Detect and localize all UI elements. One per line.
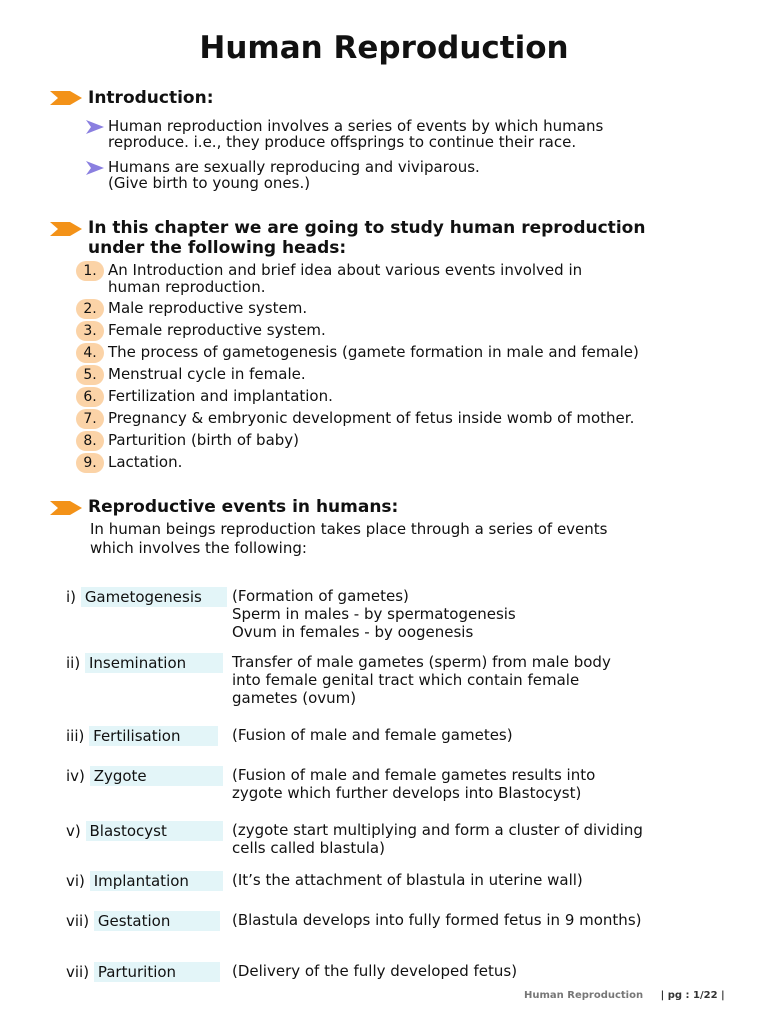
event-desc — [232, 871, 583, 889]
event-prefix: vii) — [66, 912, 90, 930]
event-label — [66, 911, 220, 931]
text-line: (Give birth to young ones.) — [108, 174, 311, 192]
events-heading: Reproductive events in humans: — [88, 497, 399, 517]
event-desc — [232, 962, 517, 980]
page-title: Human Reproduction — [199, 30, 569, 66]
event-desc — [232, 821, 643, 857]
text-line: cells called blastula) — [232, 839, 385, 857]
event-prefix: v) — [66, 822, 81, 840]
intro-heading: Introduction: — [88, 88, 214, 108]
text-line: Humans are sexually reproducing and viviparous. — [108, 158, 480, 176]
number-badge: 8. — [76, 431, 104, 451]
event-term: Zygote — [90, 766, 223, 786]
item-text: Pregnancy & embryonic development of fetus inside womb of mother. — [108, 409, 635, 427]
event-label — [66, 962, 220, 982]
event-label — [66, 653, 223, 673]
page-number: | pg : 1/22 | — [660, 990, 725, 1001]
text-line: (Formation of gametes) — [232, 587, 409, 605]
heading-line: under the following heads: — [88, 238, 347, 258]
number-badge: 1. — [76, 261, 104, 281]
text-line: Sperm in males - by spermatogenesis — [232, 605, 516, 623]
event-prefix: vi) — [66, 872, 85, 890]
text-line: Ovum in females - by oogenesis — [232, 623, 474, 641]
event-label — [66, 766, 223, 786]
orange-arrow-icon — [50, 501, 82, 515]
event-prefix: iv) — [66, 767, 85, 785]
event-desc — [232, 726, 513, 744]
text-line: Transfer of male gametes (sperm) from male body — [232, 653, 611, 671]
orange-arrow-icon — [50, 91, 82, 105]
number-badge: 2. — [76, 299, 104, 319]
event-desc — [232, 911, 641, 929]
event-label — [66, 821, 223, 841]
event-label — [66, 587, 227, 607]
chapter-heading — [88, 218, 645, 258]
text-line: (Fusion of male and female gametes) — [232, 726, 513, 744]
text-line: (Delivery of the fully developed fetus) — [232, 962, 518, 980]
event-desc — [232, 653, 611, 707]
event-term: Fertilisation — [89, 726, 218, 746]
number-badge: 4. — [76, 343, 104, 363]
text-line: (Fusion of male and female gametes results into — [232, 766, 596, 784]
event-term: Gametogenesis — [81, 587, 227, 607]
item-text: Male reproductive system. — [108, 299, 308, 317]
purple-arrow-icon — [86, 161, 104, 175]
events-intro — [90, 520, 607, 558]
page-footer — [524, 990, 739, 1001]
item-text: Menstrual cycle in female. — [108, 365, 306, 383]
text-line: human reproduction. — [108, 278, 266, 296]
event-prefix: iii) — [66, 727, 85, 745]
text-line: An Introduction and brief idea about various events involved in — [108, 261, 583, 279]
number-badge: 9. — [76, 453, 104, 473]
item-text: Parturition (birth of baby) — [108, 431, 300, 449]
event-term: Gestation — [94, 911, 220, 931]
heading-line: In this chapter we are going to study human reproduction — [88, 218, 646, 238]
text-line: zygote which further develops into Blastocyst) — [232, 784, 582, 802]
intro-bullet-1 — [108, 118, 603, 150]
event-term: Blastocyst — [86, 821, 223, 841]
text-line: gametes (ovum) — [232, 689, 357, 707]
text-line: reproduce. i.e., they produce offsprings to continue their race. — [108, 133, 577, 151]
text-line: Human reproduction involves a series of events by which humans — [108, 117, 604, 135]
number-badge: 3. — [76, 321, 104, 341]
number-badge: 7. — [76, 409, 104, 429]
item-text: Female reproductive system. — [108, 321, 326, 339]
event-term: Parturition — [94, 962, 220, 982]
intro-bullet-2 — [108, 159, 480, 191]
item-text: Lactation. — [108, 453, 183, 471]
text-line: into female genital tract which contain female — [232, 671, 580, 689]
event-prefix: vii) — [66, 963, 90, 981]
item-text: The process of gametogenesis (gamete formation in male and female) — [108, 343, 639, 361]
text-line: which involves the following: — [90, 539, 307, 557]
event-label — [66, 726, 218, 746]
item-text: Fertilization and implantation. — [108, 387, 333, 405]
event-prefix: i) — [66, 588, 77, 606]
number-badge: 5. — [76, 365, 104, 385]
event-prefix: ii) — [66, 654, 81, 672]
event-desc — [232, 587, 516, 641]
text-line: (zygote start multiplying and form a cluster of dividing — [232, 821, 643, 839]
text-line: (It’s the attachment of blastula in uterine wall) — [232, 871, 583, 889]
event-term: Implantation — [90, 871, 223, 891]
purple-arrow-icon — [86, 120, 104, 134]
footer-title: Human Reproduction — [524, 990, 644, 1001]
event-term: Insemination — [85, 653, 223, 673]
orange-arrow-icon — [50, 222, 82, 236]
text-line: (Blastula develops into fully formed fetus in 9 months) — [232, 911, 642, 929]
number-badge: 6. — [76, 387, 104, 407]
event-desc — [232, 766, 595, 802]
text-line: In human beings reproduction takes place through a series of events — [90, 520, 608, 538]
event-label — [66, 871, 223, 891]
item-text — [108, 262, 582, 296]
